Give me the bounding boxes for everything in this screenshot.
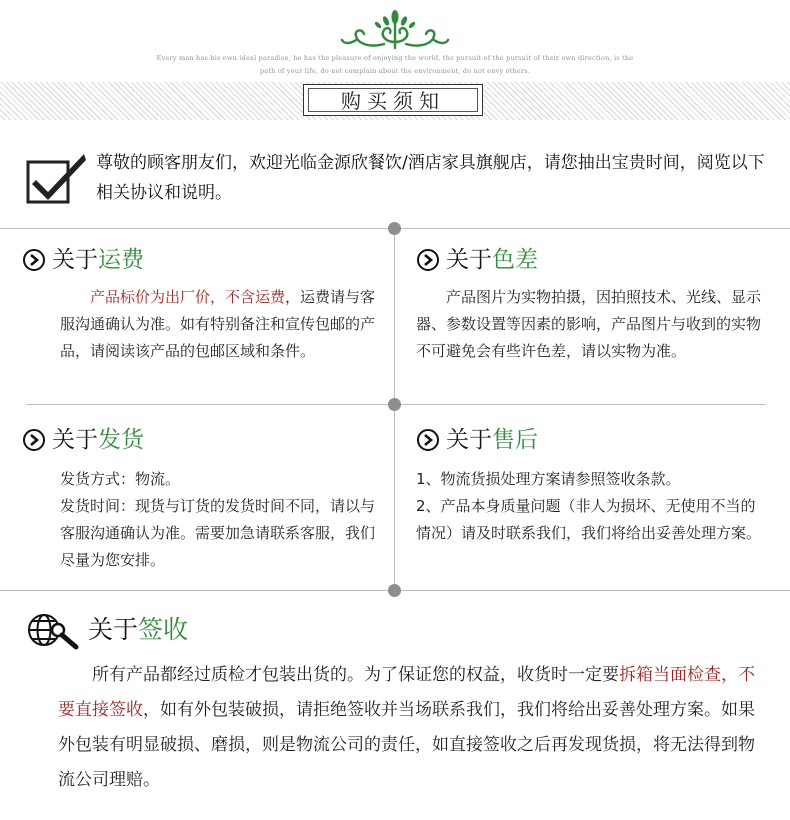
section-title-keyword: 签收	[138, 615, 189, 644]
aftersale-item-2: 2、产品本身质量问题（非人为损坏、无使用不当的情况）请及时联系我们，我们将给出妥善处理方案。	[416, 497, 762, 542]
circle-arrow-icon	[416, 248, 440, 272]
divider-dot	[388, 584, 401, 597]
section-aftersale-heading	[416, 423, 538, 457]
delivery-time: 发货时间：现货与订货的发货时间不同，请以与客服沟通确认为准。需要加急请联系客服，我们尽量为您安排。	[60, 497, 376, 569]
section-title-keyword: 色差	[492, 247, 538, 273]
shipping-highlight: 产品标价为出厂价，不含运费	[90, 288, 286, 306]
divider-dot	[388, 222, 401, 235]
circle-arrow-icon	[22, 248, 46, 272]
section-title	[446, 243, 538, 277]
color-text: 产品图片为实物拍摄，因拍照技术、光线、显示器、参数设置等因素的影响，产品图片与收到的实物不可避免会有些许色差，请以实物为准。	[416, 288, 762, 360]
shipping-text: ，运费请与客服沟通确认为准。如有特别备注和宣传包邮的产品，请阅读该产品的包邮区域和条件。	[60, 288, 376, 360]
divider-dot	[388, 398, 401, 411]
page-title: 购买须知	[308, 88, 478, 112]
section-signing-title	[88, 613, 188, 647]
section-title-prefix: 关于	[52, 247, 98, 273]
section-delivery-body	[60, 466, 378, 574]
aftersale-item-1: 1、物流货损处理方案请参照签收条款。	[416, 470, 681, 488]
circle-arrow-icon	[416, 428, 440, 452]
delivery-method: 发货方式：物流。	[60, 470, 181, 488]
floral-ornament-icon	[340, 8, 450, 52]
section-title	[52, 243, 144, 277]
section-title-keyword: 发货	[98, 427, 144, 453]
section-title-prefix: 关于	[52, 427, 98, 453]
section-shipping-heading	[22, 243, 144, 277]
header-tagline	[60, 52, 730, 78]
signing-highlight: 拆箱当面检查，不要直接签收	[58, 665, 755, 720]
intro-text: 尊敬的顾客朋友们，欢迎光临金源欣餐饮/酒店家具旗舰店，请您抽出宝贵时间，阅览以下相关协议和说明。	[96, 153, 765, 203]
section-title-prefix: 关于	[446, 427, 492, 453]
title-box	[303, 84, 483, 116]
signing-text-1: 所有产品都经过质检才包装出货的。为了保证您的权益，收货时一定要	[92, 665, 619, 685]
section-aftersale-body	[416, 466, 766, 547]
section-title-prefix: 关于	[88, 615, 139, 644]
globe-magnifier-icon	[26, 610, 80, 650]
section-title-keyword: 售后	[492, 427, 538, 453]
section-title	[446, 423, 538, 457]
section-color-heading	[416, 243, 538, 277]
section-color-body	[416, 284, 766, 365]
section-title-keyword: 运费	[98, 247, 144, 273]
section-title-prefix: 关于	[446, 247, 492, 273]
circle-arrow-icon	[22, 428, 46, 452]
section-signing-body	[58, 658, 758, 798]
section-delivery-heading	[22, 423, 144, 457]
section-shipping-body	[60, 284, 378, 365]
tagline-line-1: Every man has his own ideal paradise, he has the pleasure of enjoying the world, the pursuit of the pursuit of their own direction, is the	[156, 54, 634, 62]
section-title	[52, 423, 144, 457]
checkbox-check-icon	[26, 150, 88, 204]
signing-text-2: ，如有外包装破损，请拒绝签收并当场联系我们，我们将给出妥善处理方案。如果外包装有明显破损、磨损，则是物流公司的责任，如直接签收之后再发现货损，将无法得到物流公司理赔。	[58, 700, 755, 790]
tagline-line-2: path of your life, do not complain about the environment, do not envy others.	[259, 67, 531, 75]
